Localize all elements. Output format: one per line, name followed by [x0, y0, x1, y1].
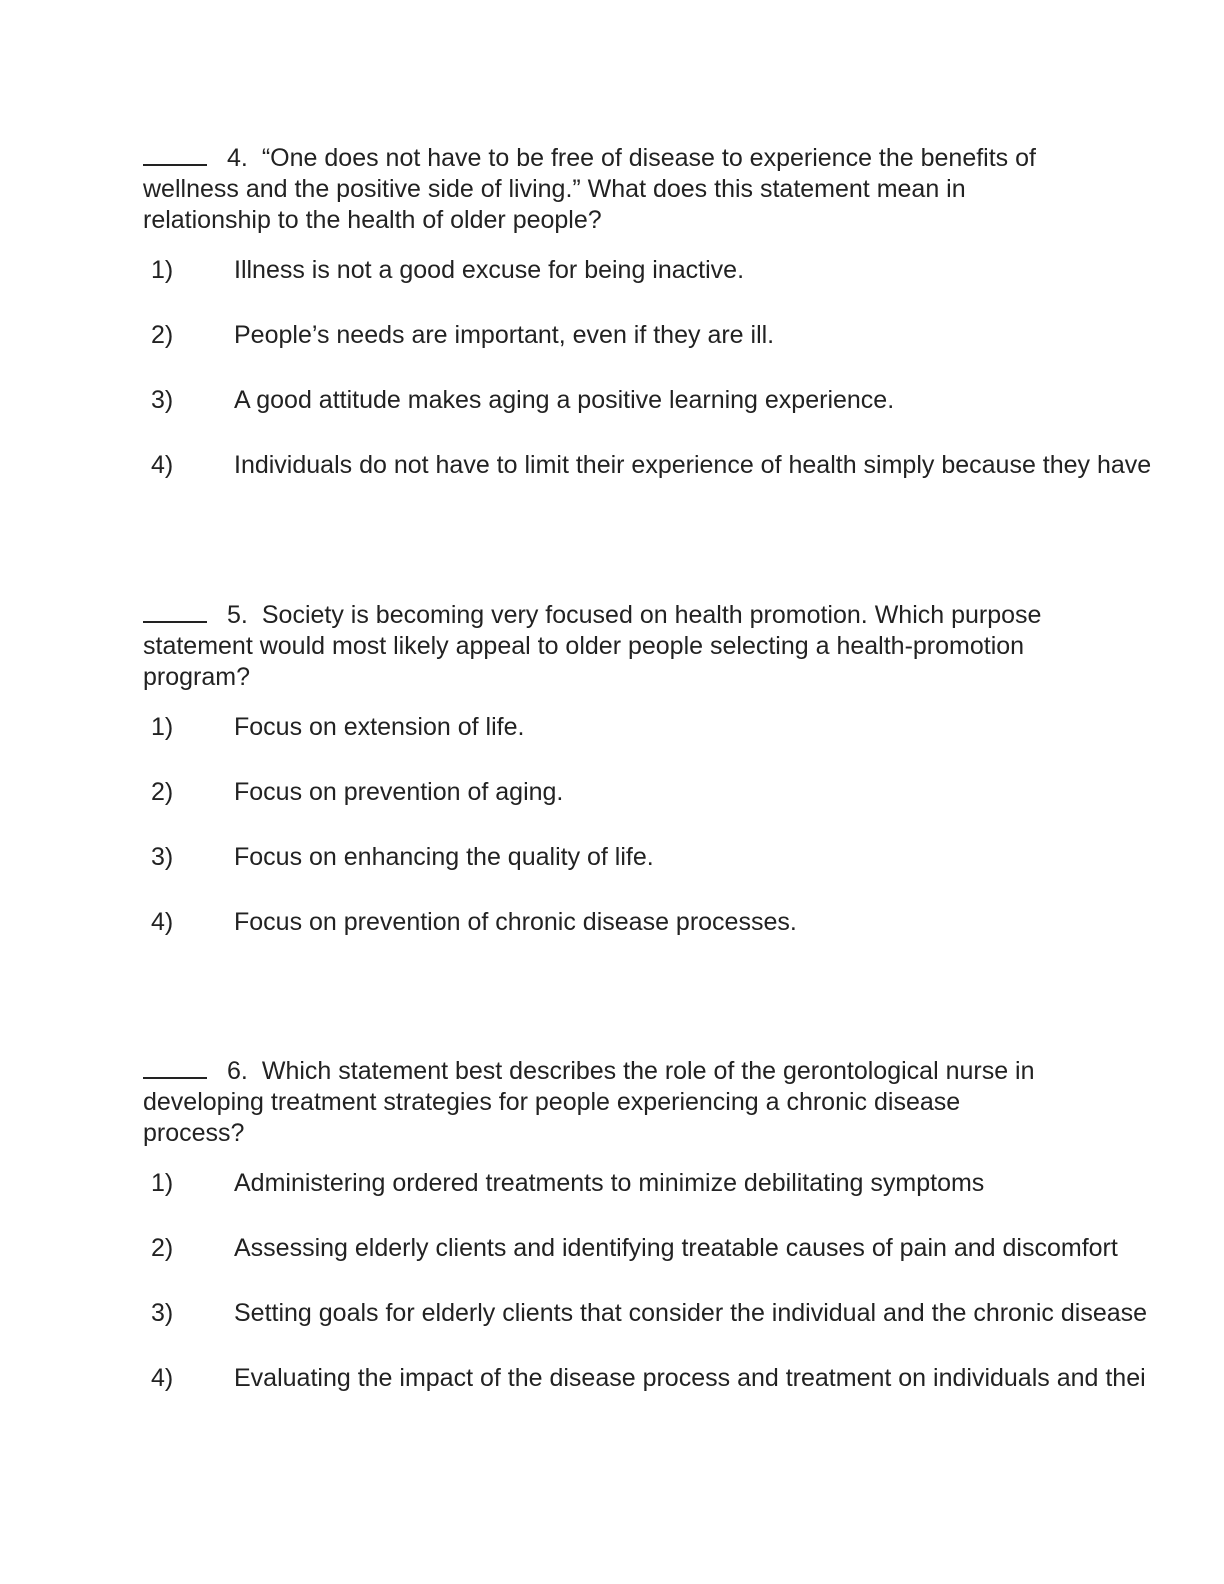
option-text: Evaluating the impact of the disease process and treatment on individuals and thei	[234, 1364, 1146, 1392]
question-text: Society is becoming very focused on health promotion. Which purpose statement would most likely appeal to older people selecting a health-promotion program?	[143, 601, 1042, 691]
option-text: Focus on prevention of aging.	[234, 778, 564, 806]
answer-option	[143, 450, 1224, 515]
answer-blank[interactable]	[143, 144, 207, 166]
option-number: 1)	[151, 256, 174, 284]
option-number: 2)	[151, 1234, 174, 1262]
option-number: 4)	[151, 1364, 174, 1392]
option-text: Setting goals for elderly clients that consider the individual and the chronic disease	[234, 1299, 1148, 1327]
option-number: 2)	[151, 321, 174, 349]
question-number: 5.	[227, 601, 248, 629]
option-text: Focus on prevention of chronic disease processes.	[234, 908, 797, 936]
option-number: 4)	[151, 451, 174, 479]
option-text: Individuals do not have to limit their experience of health simply because they have	[234, 451, 1152, 479]
answer-option	[143, 777, 1224, 842]
option-number: 4)	[151, 908, 174, 936]
answer-option	[143, 255, 1224, 320]
answer-option	[143, 907, 1224, 972]
answer-options	[143, 1168, 1224, 1428]
answer-option	[143, 1168, 1224, 1233]
option-text: A good attitude makes aging a positive learning experience.	[234, 386, 895, 414]
option-text: Focus on enhancing the quality of life.	[234, 843, 654, 871]
question-4	[143, 143, 1224, 515]
option-number: 3)	[151, 386, 174, 414]
question-stem	[143, 600, 1063, 693]
question-5	[143, 600, 1224, 972]
option-number: 2)	[151, 778, 174, 806]
answer-options	[143, 255, 1224, 515]
option-text: Illness is not a good excuse for being inactive.	[234, 256, 745, 284]
option-text: Administering ordered treatments to minimize debilitating symptoms	[234, 1169, 985, 1197]
answer-option	[143, 1233, 1224, 1298]
option-number: 1)	[151, 713, 174, 741]
option-text: Focus on extension of life.	[234, 713, 525, 741]
answer-option	[143, 320, 1224, 385]
answer-option	[143, 1363, 1224, 1428]
answer-options	[143, 712, 1224, 972]
option-number: 3)	[151, 1299, 174, 1327]
option-number: 1)	[151, 1169, 174, 1197]
option-text: Assessing elderly clients and identifying treatable causes of pain and discomfort	[234, 1234, 1118, 1262]
answer-option	[143, 712, 1224, 777]
question-number: 6.	[227, 1057, 248, 1085]
answer-option	[143, 385, 1224, 450]
answer-blank[interactable]	[143, 601, 207, 623]
option-text: People’s needs are important, even if they are ill.	[234, 321, 775, 349]
question-text: “One does not have to be free of disease to experience the benefits of wellness and the positive side of living.” What does this statement mean in relationship to the health of older people?	[143, 144, 1036, 234]
answer-option	[143, 1298, 1224, 1363]
question-text: Which statement best describes the role of the gerontological nurse in developing treatment strategies for people experiencing a chronic disease process?	[143, 1057, 1035, 1147]
option-number: 3)	[151, 843, 174, 871]
answer-blank[interactable]	[143, 1057, 207, 1079]
question-6	[143, 1056, 1224, 1428]
question-stem	[143, 143, 1063, 236]
answer-option	[143, 842, 1224, 907]
question-stem	[143, 1056, 1063, 1149]
question-number: 4.	[227, 144, 248, 172]
